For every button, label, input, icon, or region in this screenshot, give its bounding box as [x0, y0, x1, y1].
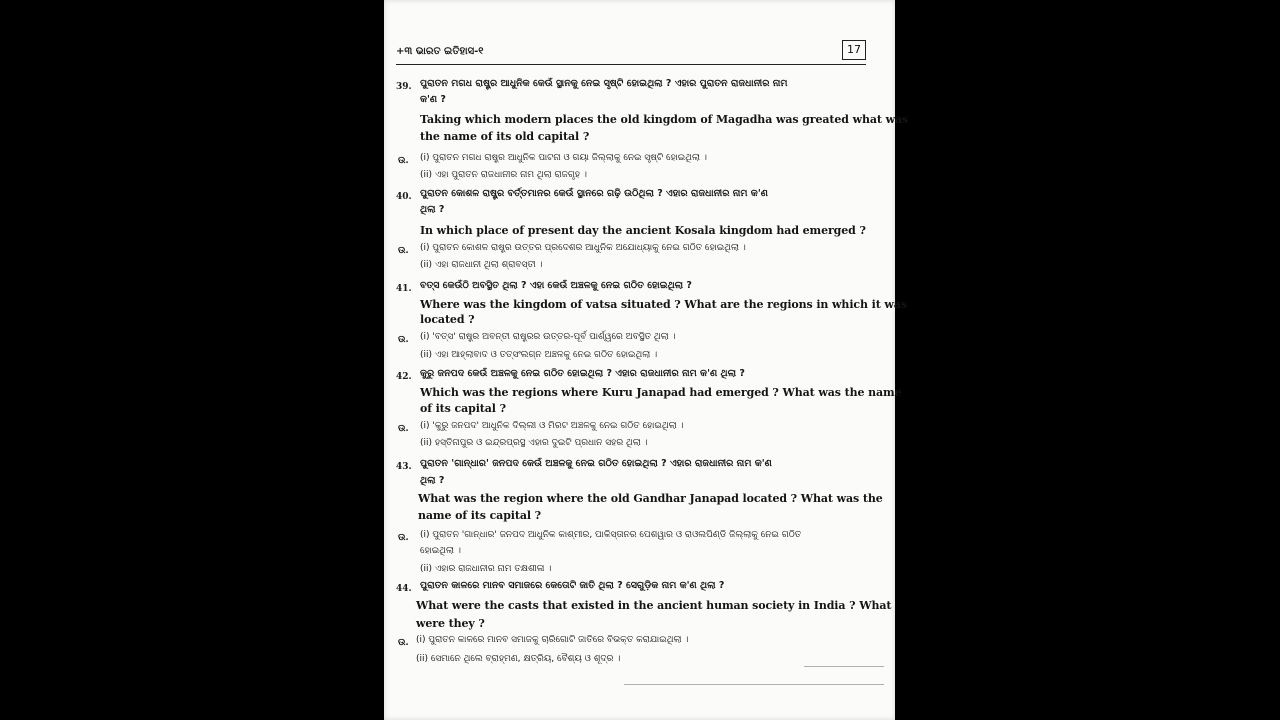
answer-line: (i) ପୁରାତନ 'ଗାନ୍ଧାର' ଜନପଦ ଆଧୁନିକ କାଶ୍ମୀର, ପାକିସ୍ତାନର ପେଶୱାର ଓ ରାଓଲପିଣ୍ଡି ଜିଲ୍ଲାକୁ ନେଇ ଗଠିତ	[420, 530, 802, 540]
english-question-line: What was the region where the old Gandhar Janapad located ? What was the	[418, 492, 883, 505]
odia-question-line: ପୁରାତନ 'ଗାନ୍ଧାର' ଜନପଦ କେଉଁ ଅଞ୍ଚଳକୁ ନେଇ ଗଠିତ ହୋଇଥିଲା ? ଏହାର ରାଜଧାନୀର ନାମ କ'ଣ	[420, 458, 772, 469]
answer-line: (ii) ହସ୍ତିନାପୁର ଓ ଇନ୍ଦ୍ରପ୍ରସ୍ଥ ଏହାର ଦୁଇଟି ପ୍ରଧାନ ସହର ଥିଲା ।	[420, 438, 648, 448]
english-question-line: were they ?	[416, 617, 485, 630]
answer-line: (ii) ଏହା ଆହ୍ଲାବାଦ ଓ ତତ୍ସଂଲଗ୍ନ ଅଞ୍ଚଳକୁ ନେଇ ଗଠିତ ହୋଇଥିଲା ।	[420, 350, 658, 360]
english-question-line: located ?	[420, 313, 475, 326]
answer-marker: ଉ.	[398, 156, 409, 166]
question-number: 44.	[396, 584, 412, 594]
answer-marker: ଉ.	[398, 246, 409, 256]
odia-question-line: କ'ଣ ?	[420, 94, 446, 105]
answer-line: (i) 'କୁରୁ ଜନପଦ' ଆଧୁନିକ ଦିଲ୍ଲୀ ଓ ମିରଟ ଅଞ୍ଚଳକୁ ନେଇ ଗଠିତ ହୋଇଥିଲା ।	[420, 421, 684, 431]
odia-question-line: ପୁରାତନ କୋଶଳ ରାଷ୍ଟ୍ର ବର୍ତ୍ତମାନର କେଉଁ ସ୍ଥାନରେ ଗଢ଼ି ଉଠିଥିଲା ? ଏହାର ରାଜଧାନୀର ନାମ କ'ଣ	[420, 188, 768, 199]
answer-marker: ଉ.	[398, 533, 409, 543]
english-question-line: of its capital ?	[420, 402, 506, 415]
scan-smudge	[804, 666, 884, 667]
question-number: 40.	[396, 192, 412, 202]
document-page	[384, 0, 909, 720]
answer-marker: ଉ.	[398, 638, 409, 648]
english-question-line: the name of its old capital ?	[420, 130, 590, 143]
answer-line: (ii) ଏହାର ରାଜଧାନୀର ନାମ ତକ୍ଷଶୀଳା ।	[420, 564, 552, 574]
odia-question-line: କୁରୁ ଜନପଦ କେଉଁ ଅଞ୍ଚଳକୁ ନେଇ ଗଠିତ ହୋଇଥିଲା ? ଏହାର ରାଜଧାନୀର ନାମ କ'ଣ ଥିଲା ?	[420, 368, 745, 379]
question-number: 42.	[396, 372, 412, 382]
english-question-line: Taking which modern places the old kingdom of Magadha was greated what was	[420, 113, 909, 126]
english-question-line: Where was the kingdom of vatsa situated ? What are the regions in which it was	[420, 298, 907, 311]
odia-question-line: ପୁରାତନ ମଗଧ ରାଷ୍ଟ୍ର ଆଧୁନିକ କେଉଁ ସ୍ଥାନକୁ ନେଇ ସୃଷ୍ଟି ହୋଇଥିଲା ? ଏହାର ପୁରାତନ ରାଜଧାନୀର ନାମ	[420, 78, 788, 89]
header-title: +୩ ଭାରତ ଇତିହାସ-୧	[396, 46, 484, 57]
answer-line: (ii) ସେମାନେ ଥିଲେ ବ୍ରାହ୍ମଣ, କ୍ଷତ୍ରିୟ, ବୈଶ୍ୟ ଓ ଶୂଦ୍ର ।	[416, 654, 621, 664]
answer-line: (ii) ଏହା ପୁରାତନ ରାଜଧାନୀର ନାମ ଥିଲା ରାଜଗୃହ ।	[420, 170, 587, 180]
answer-line: (ii) ଏହା ରାଜଧାନୀ ଥିଲା ଶ୍ରାବସ୍ତୀ ।	[420, 260, 543, 270]
english-question-line: name of its capital ?	[418, 509, 542, 522]
answer-line: (i) ପୁରାତନ କୋଶଳ ରାଷ୍ଟ୍ର ଉତ୍ତର ପ୍ରଦେଶର ଆଧୁନିକ ଅଯୋଧ୍ୟାକୁ ନେଇ ଗଠିତ ହୋଇଥିଲା ।	[420, 243, 746, 253]
answer-marker: ଉ.	[398, 424, 409, 434]
answer-line: ହୋଇଥିଲା ।	[420, 546, 461, 556]
page-header	[396, 42, 866, 65]
page-number: 17	[842, 40, 866, 60]
question-number: 43.	[396, 462, 412, 472]
english-question-line: In which place of present day the ancient Kosala kingdom had emerged ?	[420, 224, 866, 237]
scan-smudge	[624, 684, 884, 685]
odia-question-line: ଥିଲା ?	[420, 475, 445, 486]
odia-question-line: ବତ୍ସ କେଉଁଠି ଅବସ୍ଥିତ ଥିଲା ? ଏହା କେଉଁ ଅଞ୍ଚଳକୁ ନେଇ ଗଠିତ ହୋଇଥିଲା ?	[420, 280, 692, 291]
english-question-line: What were the casts that existed in the ancient human society in India ? What	[416, 599, 892, 612]
question-number: 41.	[396, 284, 412, 294]
english-question-line: Which was the regions where Kuru Janapad had emerged ? What was the name	[420, 386, 902, 399]
odia-question-line: ଥିଲା ?	[420, 204, 445, 215]
odia-question-line: ପୁରାତନ କାଳରେ ମାନବ ସମାଜରେ କେତୋଟି ଜାତି ଥିଲା ? ସେଗୁଡ଼ିକ ନାମ କ'ଣ ଥିଲା ?	[420, 580, 725, 591]
question-number: 39.	[396, 82, 412, 92]
answer-line: (i) ପୁରାତନ କାଳରେ ମାନବ ସମାଜକୁ ଚାରିଗୋଟି ଜାତିରେ ବିଭକ୍ତ କରାଯାଇଥିଲା ।	[416, 635, 689, 645]
answer-line: (i) 'ବତ୍ସ' ରାଷ୍ଟ୍ର ଅବନ୍ତୀ ରାଷ୍ଟ୍ରର ଉତ୍ତର-ପୂର୍ବ ପାର୍ଶ୍ୱରେ ଅବସ୍ଥିତ ଥିଲା ।	[420, 332, 676, 342]
answer-marker: ଉ.	[398, 335, 409, 345]
answer-line: (i) ପୁରାତନ ମଗଧ ରାଷ୍ଟ୍ର ଆଧୁନିକ ପାଟନା ଓ ଗୟା ଜିଲ୍ଲାକୁ ନେଇ ସୃଷ୍ଟି ହୋଇଥିଲା ।	[420, 153, 707, 163]
